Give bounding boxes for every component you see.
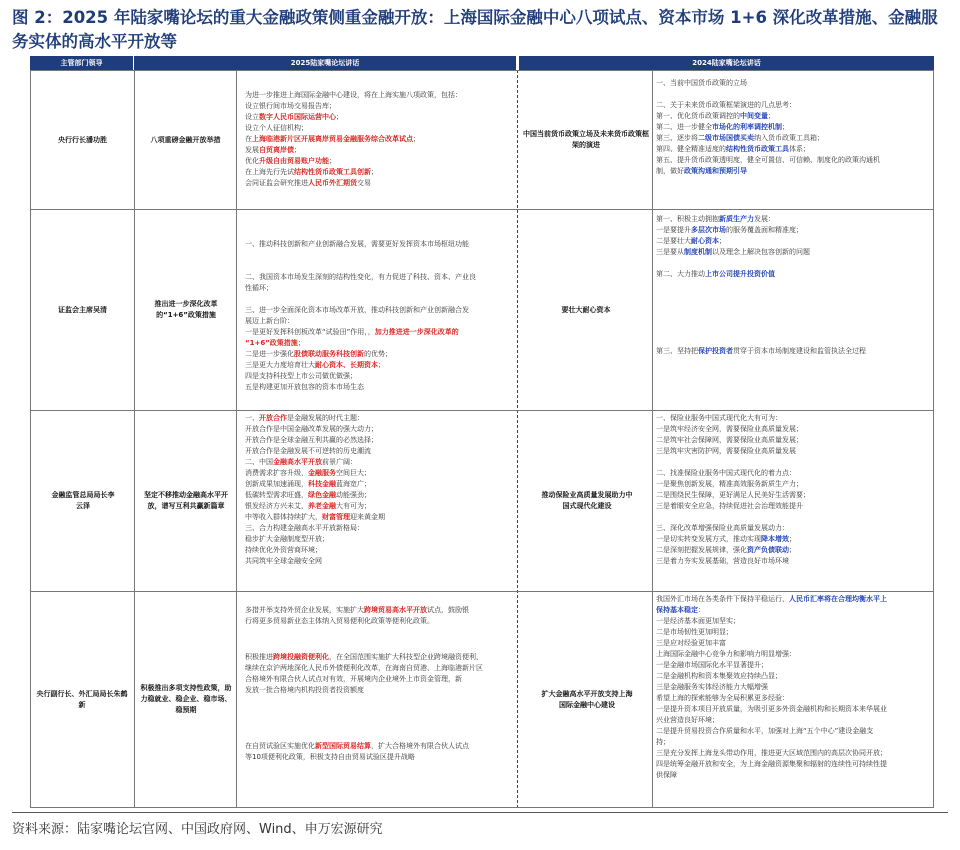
text-line <box>656 313 866 324</box>
plain-text: 一是更好发挥科创板改革“试验田”作用，， <box>245 328 375 336</box>
plain-text: ； <box>789 535 796 543</box>
plain-text: 二、我国资本市场发生深刻的结构性变化，有力促进了科技、资本、产业良 <box>245 273 476 281</box>
text-line <box>245 446 385 457</box>
text-line <box>656 627 887 638</box>
highlight-text: 数字人民币国际运营中心 <box>259 113 336 121</box>
text-line <box>245 534 385 545</box>
text-line <box>656 605 887 616</box>
plain-text: 的优势； <box>364 350 392 358</box>
text-2025-cell <box>245 605 469 627</box>
topic-2024-cell: 扩大金融高水平开放支持上海国际金融中心建设 <box>541 689 633 709</box>
text-2025-cell <box>245 239 476 393</box>
text-line <box>656 726 887 737</box>
plain-text: 一是切实转变发展方式，推动实现 <box>656 535 761 543</box>
text-line <box>245 457 385 468</box>
text-line <box>245 512 385 523</box>
plain-text: 纳入货币政策工具箱； <box>754 134 824 142</box>
plain-text: 二、中国 <box>245 458 273 466</box>
plain-text: 第三、坚持把 <box>656 347 698 355</box>
plain-text: 二是围绕民生保障，更好满足人民美好生活需要； <box>656 491 810 499</box>
plain-text: 一、保险业服务中国式现代化大有可为： <box>656 414 782 422</box>
plain-text: 空间巨大； <box>336 469 371 477</box>
text-line <box>656 133 880 144</box>
text-2024-cell <box>656 78 880 177</box>
plain-text: 三、合力构建金融高水平开放新格局： <box>245 524 364 532</box>
plain-text: 一、 <box>245 414 259 422</box>
leader-cell: 央行副行长、外汇局局长朱鹤新 <box>36 689 128 709</box>
text-line <box>656 770 887 781</box>
plain-text: ； <box>336 113 343 121</box>
text-line <box>245 327 476 338</box>
plain-text: 三是充分发挥上海龙头带动作用，推进更大区域范围内的高层次协同开放； <box>656 749 887 757</box>
text-line <box>656 649 887 660</box>
plain-text: ，在全国范围实施扩大科技型企业跨境融资便利， <box>329 653 483 661</box>
plain-text: 开放合作是中国金融改革发展的强大动力； <box>245 425 378 433</box>
text-line <box>656 748 887 759</box>
plain-text: 第二、进一步健全 <box>656 123 712 131</box>
plain-text: 展迈上新台阶： <box>245 317 294 325</box>
plain-text: 开放合作是全球金融互利共赢的必然选择； <box>245 436 378 444</box>
plain-text: 合格境外有限合伙人试点对有效，开展境内企业境外上市资金管理，新 <box>245 675 462 683</box>
text-line <box>245 523 385 534</box>
header-col-2024: 2024陆家嘴论坛讲话 <box>519 56 934 70</box>
highlight-text: 人民币汇率将在合理均衡水平上 <box>789 595 887 603</box>
plain-text: 二是筑牢社会保障网，需要保险业高质量发展； <box>656 436 803 444</box>
highlight-text: 结构性货币政策工具 <box>726 145 789 153</box>
plain-text: 优化 <box>245 157 259 165</box>
text-line <box>245 349 476 360</box>
text-line <box>245 605 469 616</box>
highlight-text: 跨境投融资便利化 <box>273 653 329 661</box>
text-line <box>656 737 887 748</box>
plain-text: 是金融发展的时代主题： <box>287 414 364 422</box>
text-line <box>245 424 385 435</box>
text-line <box>245 90 462 101</box>
plain-text: 消费需求扩容升级， <box>245 469 308 477</box>
topic-2025-cell: 八项重磅金融开放举措 <box>150 135 221 144</box>
plain-text: 三是更大力度培育壮大 <box>245 361 315 369</box>
plain-text: 二是要壮大 <box>656 237 691 245</box>
highlight-text: 新型国际贸易结算 <box>315 742 371 750</box>
text-line <box>245 468 385 479</box>
highlight-text: 制度机制 <box>684 248 712 256</box>
header-col-2025: 2025陆家嘴论坛讲话 <box>134 56 516 70</box>
text-line <box>245 556 385 567</box>
text-line <box>656 413 810 424</box>
plain-text: 希望上海的探索能够为全局积累更多经验： <box>656 694 789 702</box>
text-line <box>245 501 385 512</box>
plain-text: 多措并举支持外贸企业发展，实施扩大 <box>245 606 364 614</box>
highlight-text: 自贸离岸债 <box>259 146 294 154</box>
plain-text: ； <box>413 135 420 143</box>
text-line <box>245 479 385 490</box>
text-line <box>245 134 462 145</box>
topic-2025-cell: 坚定不移推动金融高水平开放，谱写互利共赢新篇章 <box>144 491 228 510</box>
plain-text: 第四、健全精准适度的 <box>656 145 726 153</box>
text-line <box>245 674 483 685</box>
highlight-text: 多层次市场 <box>691 226 726 234</box>
plain-text: 共同筑牢全球金融安全网 <box>245 557 322 565</box>
leader-cell: 证监会主席吴清 <box>58 305 107 314</box>
text-line <box>656 424 810 435</box>
plain-text: 三是应对经验更加丰富 <box>656 639 726 647</box>
plain-text: 三是金融服务实体经济能力大幅增强 <box>656 683 768 691</box>
plain-text: 以及理念上解决包容创新的问题 <box>712 248 810 256</box>
text-line <box>656 111 880 122</box>
plain-text: ： <box>698 606 705 614</box>
plain-text: 五是构建更加开放包容的资本市场生态 <box>245 383 364 391</box>
plain-text: ； <box>371 168 378 176</box>
text-line <box>656 501 810 512</box>
highlight-text: 资产负债联动 <box>747 546 789 554</box>
plain-text: 继续在京沪两地深化人民币外债便利化改革，在海南自贸港、上海临港新片区 <box>245 664 483 672</box>
plain-text: 二是市场韧性更加明显； <box>656 628 733 636</box>
plain-text: ； <box>719 237 726 245</box>
text-line <box>656 693 887 704</box>
highlight-text: 科技金融 <box>308 480 336 488</box>
text-line <box>245 685 483 696</box>
plain-text: 二、找准保险业服务中国式现代化的着力点： <box>656 469 796 477</box>
highlight-text: 金融服务 <box>308 469 336 477</box>
plain-text: 积极推进 <box>245 653 273 661</box>
header-col-leader: 主管部门领导 <box>30 56 133 70</box>
text-line <box>656 324 866 335</box>
text-line <box>245 413 385 424</box>
text-line <box>245 371 476 382</box>
highlight-text: 财富管理 <box>322 513 350 521</box>
plain-text: 一是金融市场国际化水平显著提升； <box>656 661 768 669</box>
plain-text: 二是提升贸易投资合作质量和水平，加强对上海“五个中心”建设金融支 <box>656 727 874 735</box>
plain-text: ； <box>782 123 789 131</box>
text-line <box>245 663 483 674</box>
plain-text: 试点，鼓励银 <box>427 606 469 614</box>
plain-text: 会同证监会研究推进 <box>245 179 308 187</box>
plain-text: 设立 <box>245 113 259 121</box>
text-line <box>656 594 887 605</box>
plain-text: 供保障 <box>656 771 677 779</box>
text-line <box>656 682 887 693</box>
highlight-text: 降本增效 <box>761 535 789 543</box>
plain-text: 第二、大力推动 <box>656 270 705 278</box>
highlight-text: 金融高水平开放 <box>273 458 322 466</box>
topic-2025-cell: 推出进一步深化改革的“1+6”政策措施 <box>154 300 218 319</box>
plain-text: 中等收入群体持续扩大， <box>245 513 322 521</box>
plain-text: 制，做好 <box>656 167 684 175</box>
text-line <box>656 512 810 523</box>
plain-text: 三是着力夯实发展基础，营造良好市场环境 <box>656 557 789 565</box>
topic-2025-cell: 积极推出多项支持性政策，助力稳就业、稳企业、稳市场、稳预期 <box>140 684 232 714</box>
plain-text: ； <box>294 146 301 154</box>
highlight-text: 养老金融 <box>308 502 336 510</box>
text-line <box>656 225 866 236</box>
text-line <box>656 144 880 155</box>
highlight-text: 保持基本稳定 <box>656 606 698 614</box>
text-2024-cell <box>656 594 887 781</box>
text-line <box>656 534 810 545</box>
text-line <box>245 741 469 752</box>
topic-2024-cell: 中国当前货币政策立场及未来货币政策框架的演进 <box>523 130 649 149</box>
text-line <box>656 660 887 671</box>
plain-text: 一、推动科技创新和产业创新融合发展，需要更好发挥资本市场枢纽功能 <box>245 240 469 248</box>
text-line <box>245 616 469 627</box>
text-line <box>656 759 887 770</box>
text-line <box>245 435 385 446</box>
plain-text: 四是支持科技型上市公司做优做强； <box>245 372 357 380</box>
text-line <box>245 272 476 283</box>
text-line <box>656 247 866 258</box>
text-line <box>245 178 462 189</box>
plain-text: 第一、优化货币政策调控的 <box>656 112 740 120</box>
highlight-text: 新质生产力 <box>719 215 754 223</box>
text-line <box>245 294 476 305</box>
text-line <box>245 145 462 156</box>
highlight-text: 升级自由贸易账户功能 <box>259 157 329 165</box>
plain-text: 开放合作是金融发展不可逆转的历史潮流 <box>245 447 371 455</box>
leader-cell: 央行行长潘功胜 <box>58 135 107 144</box>
text-2025-cell <box>245 652 483 696</box>
text-line <box>656 100 880 111</box>
plain-text: 大有可为； <box>336 502 371 510</box>
plain-text: ； <box>297 339 305 347</box>
text-line <box>656 479 810 490</box>
plain-text: 二、关于未来货币政策框架演进的几点思考： <box>656 101 796 109</box>
text-line <box>245 239 476 250</box>
plain-text: 持续优化外资营商环境； <box>245 546 322 554</box>
plain-text: 前景广阔： <box>322 458 357 466</box>
text-line <box>245 360 476 371</box>
plain-text: 动能强劲； <box>336 491 371 499</box>
text-line <box>245 752 469 763</box>
text-line <box>656 457 810 468</box>
plain-text: 发展 <box>245 146 259 154</box>
text-2025-cell <box>245 413 385 567</box>
plain-text: ； <box>329 157 336 165</box>
source-note: 资料来源：陆家嘴论坛官网、中国政府网、Wind、申万宏源研究 <box>12 822 383 837</box>
highlight-text: 二级市场国债买卖 <box>698 134 754 142</box>
text-line <box>656 302 866 313</box>
text-line <box>245 652 483 663</box>
text-line <box>656 155 880 166</box>
plain-text: 一、当前中国货币政策的立场 <box>656 79 747 87</box>
plain-text: 二是深刻把握发展规律，强化 <box>656 546 747 554</box>
text-line <box>656 291 866 302</box>
text-line <box>245 101 462 112</box>
text-line <box>656 704 887 715</box>
text-2025-cell <box>245 90 462 189</box>
plain-text: 体系； <box>789 145 810 153</box>
text-line <box>656 89 880 100</box>
plain-text: 设立银行间市场交易报告库； <box>245 102 336 110</box>
highlight-text: “1+6”政策措施 <box>245 339 298 347</box>
text-line <box>245 316 476 327</box>
highlight-text: 人民币外汇期货 <box>308 179 357 187</box>
text-line <box>245 305 476 316</box>
text-line <box>656 166 880 177</box>
policy-table <box>30 56 934 808</box>
plain-text: 一是提升资本项目开放质量，为吸引更多外资金融机构和长期资本来华展业 <box>656 705 887 713</box>
plain-text: 蓝海宽广； <box>336 480 371 488</box>
text-line <box>245 283 476 294</box>
plain-text: 第一、积极主动拥抱 <box>656 215 719 223</box>
plain-text: 一是聚焦创新发展，精准高效服务新质生产力； <box>656 480 803 488</box>
text-line <box>656 258 866 269</box>
text-line <box>656 671 887 682</box>
plain-text: 迎来黄金期 <box>350 513 385 521</box>
text-line <box>245 112 462 123</box>
plain-text: ； <box>378 361 385 369</box>
highlight-text: 加力推进进一步深化改革的 <box>374 328 459 336</box>
plain-text: 为进一步推进上海国际金融中心建设，将在上海实施八项政策，包括： <box>245 91 462 99</box>
highlight-text: 绿色金融 <box>308 491 336 499</box>
highlight-text: 中间变量 <box>740 112 768 120</box>
text-2025-cell <box>245 741 469 763</box>
plain-text: 发展： <box>754 215 775 223</box>
text-line <box>656 78 880 89</box>
text-line <box>245 167 462 178</box>
plain-text: 一是经济基本面更加坚实； <box>656 617 740 625</box>
text-line <box>656 446 810 457</box>
text-line <box>656 280 866 291</box>
plain-text: 二是进一步强化 <box>245 350 294 358</box>
leader-cell: 金融监管总局局长李云泽 <box>51 491 115 510</box>
text-line <box>656 523 810 534</box>
highlight-text: 耐心资本 <box>691 237 719 245</box>
text-line <box>245 545 385 556</box>
text-line <box>656 122 880 133</box>
highlight-text: 股债联动服务科技创新 <box>294 350 364 358</box>
text-line <box>245 261 476 272</box>
plain-text: 发放一批合格境内机构投资者投资额度 <box>245 686 364 694</box>
topic-2024-cell: 推动保险业高质量发展助力中国式现代化建设 <box>541 491 633 510</box>
plain-text: 稳步扩大金融制度型开放； <box>245 535 329 543</box>
text-line <box>245 156 462 167</box>
highlight-text: 上市公司提升投资价值 <box>705 270 775 278</box>
plain-text: 三是要从 <box>656 248 684 256</box>
text-line <box>245 123 462 134</box>
highlight-text: 跨境贸易高水平开放 <box>364 606 427 614</box>
plain-text: 我国外汇市场在各类条件下保持平稳运行， <box>656 595 789 603</box>
plain-text: 四是统筹金融开放和安全，为上海金融资源集聚和辐射的连续性可持续性提 <box>656 760 887 768</box>
plain-text: 兴业营造良好环境； <box>656 716 719 724</box>
plain-text: 交易 <box>357 179 371 187</box>
plain-text: ； <box>789 546 796 554</box>
text-line <box>656 435 810 446</box>
plain-text: 银发经济方兴未艾， <box>245 502 308 510</box>
highlight-text: 上海临港新片区开展离岸贸易金融服务综合改革试点 <box>252 135 413 143</box>
text-line <box>656 236 866 247</box>
plain-text: 设立个人征信机构； <box>245 124 308 132</box>
plain-text: 三、进一步全面深化资本市场改革开放，推动科技创新和产业创新融合发 <box>245 306 469 314</box>
plain-text: 第三、逐步将 <box>656 134 698 142</box>
plain-text: 贯穿于资本市场制度建设和监管执法全过程 <box>733 347 866 355</box>
plain-text: 三、深化改革增强保险业高质量发展动力： <box>656 524 789 532</box>
plain-text: ； <box>768 112 775 120</box>
plain-text: 低碳转型需求旺盛， <box>245 491 308 499</box>
plain-text: 三是着眼安全应急，持续促进社会治理效能提升 <box>656 502 803 510</box>
text-line <box>656 490 810 501</box>
plain-text: 三是筑牢灾害防护网，需要保险业高质量发展 <box>656 447 796 455</box>
topic-2024-cell: 要壮大耐心资本 <box>561 305 611 314</box>
text-line <box>245 250 476 261</box>
plain-text: 第五、提升货币政策透明度，健全可置信、可信赖、制度化的政策沟通机 <box>656 156 880 164</box>
plain-text: ，扩大合格境外有限合伙人试点 <box>371 742 469 750</box>
plain-text: 创新成果加速涌现， <box>245 480 308 488</box>
text-line <box>656 556 810 567</box>
highlight-text: 保护投资者 <box>698 347 733 355</box>
text-line <box>245 490 385 501</box>
plain-text: 的服务覆盖面和精准度； <box>726 226 803 234</box>
highlight-text: 开放合作 <box>259 414 287 422</box>
plain-text: 在上海先行先试 <box>245 168 294 176</box>
figure-title: 图 2：2025 年陆家嘴论坛的重大金融政策侧重金融开放：上海国际金融中心八项试点、资本市场 1+6 深化改革措施、金融服务实体的高水平开放等 <box>12 8 938 51</box>
text-line <box>656 269 866 280</box>
text-line <box>245 338 476 349</box>
plain-text: 一是筑牢经济安全网，需要保险业高质量发展； <box>656 425 803 433</box>
plain-text: 在自贸试验区实施优化 <box>245 742 315 750</box>
plain-text: 行将更多贸易新业态主体纳入贸易便利化政策等便利化政策。 <box>245 617 434 625</box>
text-2024-cell <box>656 214 866 357</box>
text-line <box>656 545 810 556</box>
text-line <box>656 715 887 726</box>
text-line <box>656 335 866 346</box>
plain-text: 等10项便利化政策，积极支持自由贸易试验区提升战略 <box>245 753 415 761</box>
plain-text: 二是金融机构和资本集聚效应持续凸显； <box>656 672 782 680</box>
highlight-text: 结构性货币政策工具创新 <box>294 168 371 176</box>
plain-text: 在 <box>245 135 252 143</box>
text-line <box>656 638 887 649</box>
plain-text: 上海国际金融中心竞争力和影响力明显增强： <box>656 650 796 658</box>
text-line <box>656 468 810 479</box>
text-line <box>656 616 887 627</box>
text-2024-cell <box>656 413 810 567</box>
text-line <box>656 214 866 225</box>
plain-text: 持； <box>656 738 670 746</box>
highlight-text: 耐心资本、长期资本 <box>315 361 378 369</box>
plain-text: 一是要提升 <box>656 226 691 234</box>
highlight-text: 市场化的利率调控机制 <box>712 123 782 131</box>
plain-text: 性循环； <box>245 284 273 292</box>
highlight-text: 政策沟通和预期引导 <box>684 167 747 175</box>
text-line <box>245 382 476 393</box>
text-line <box>656 346 866 357</box>
